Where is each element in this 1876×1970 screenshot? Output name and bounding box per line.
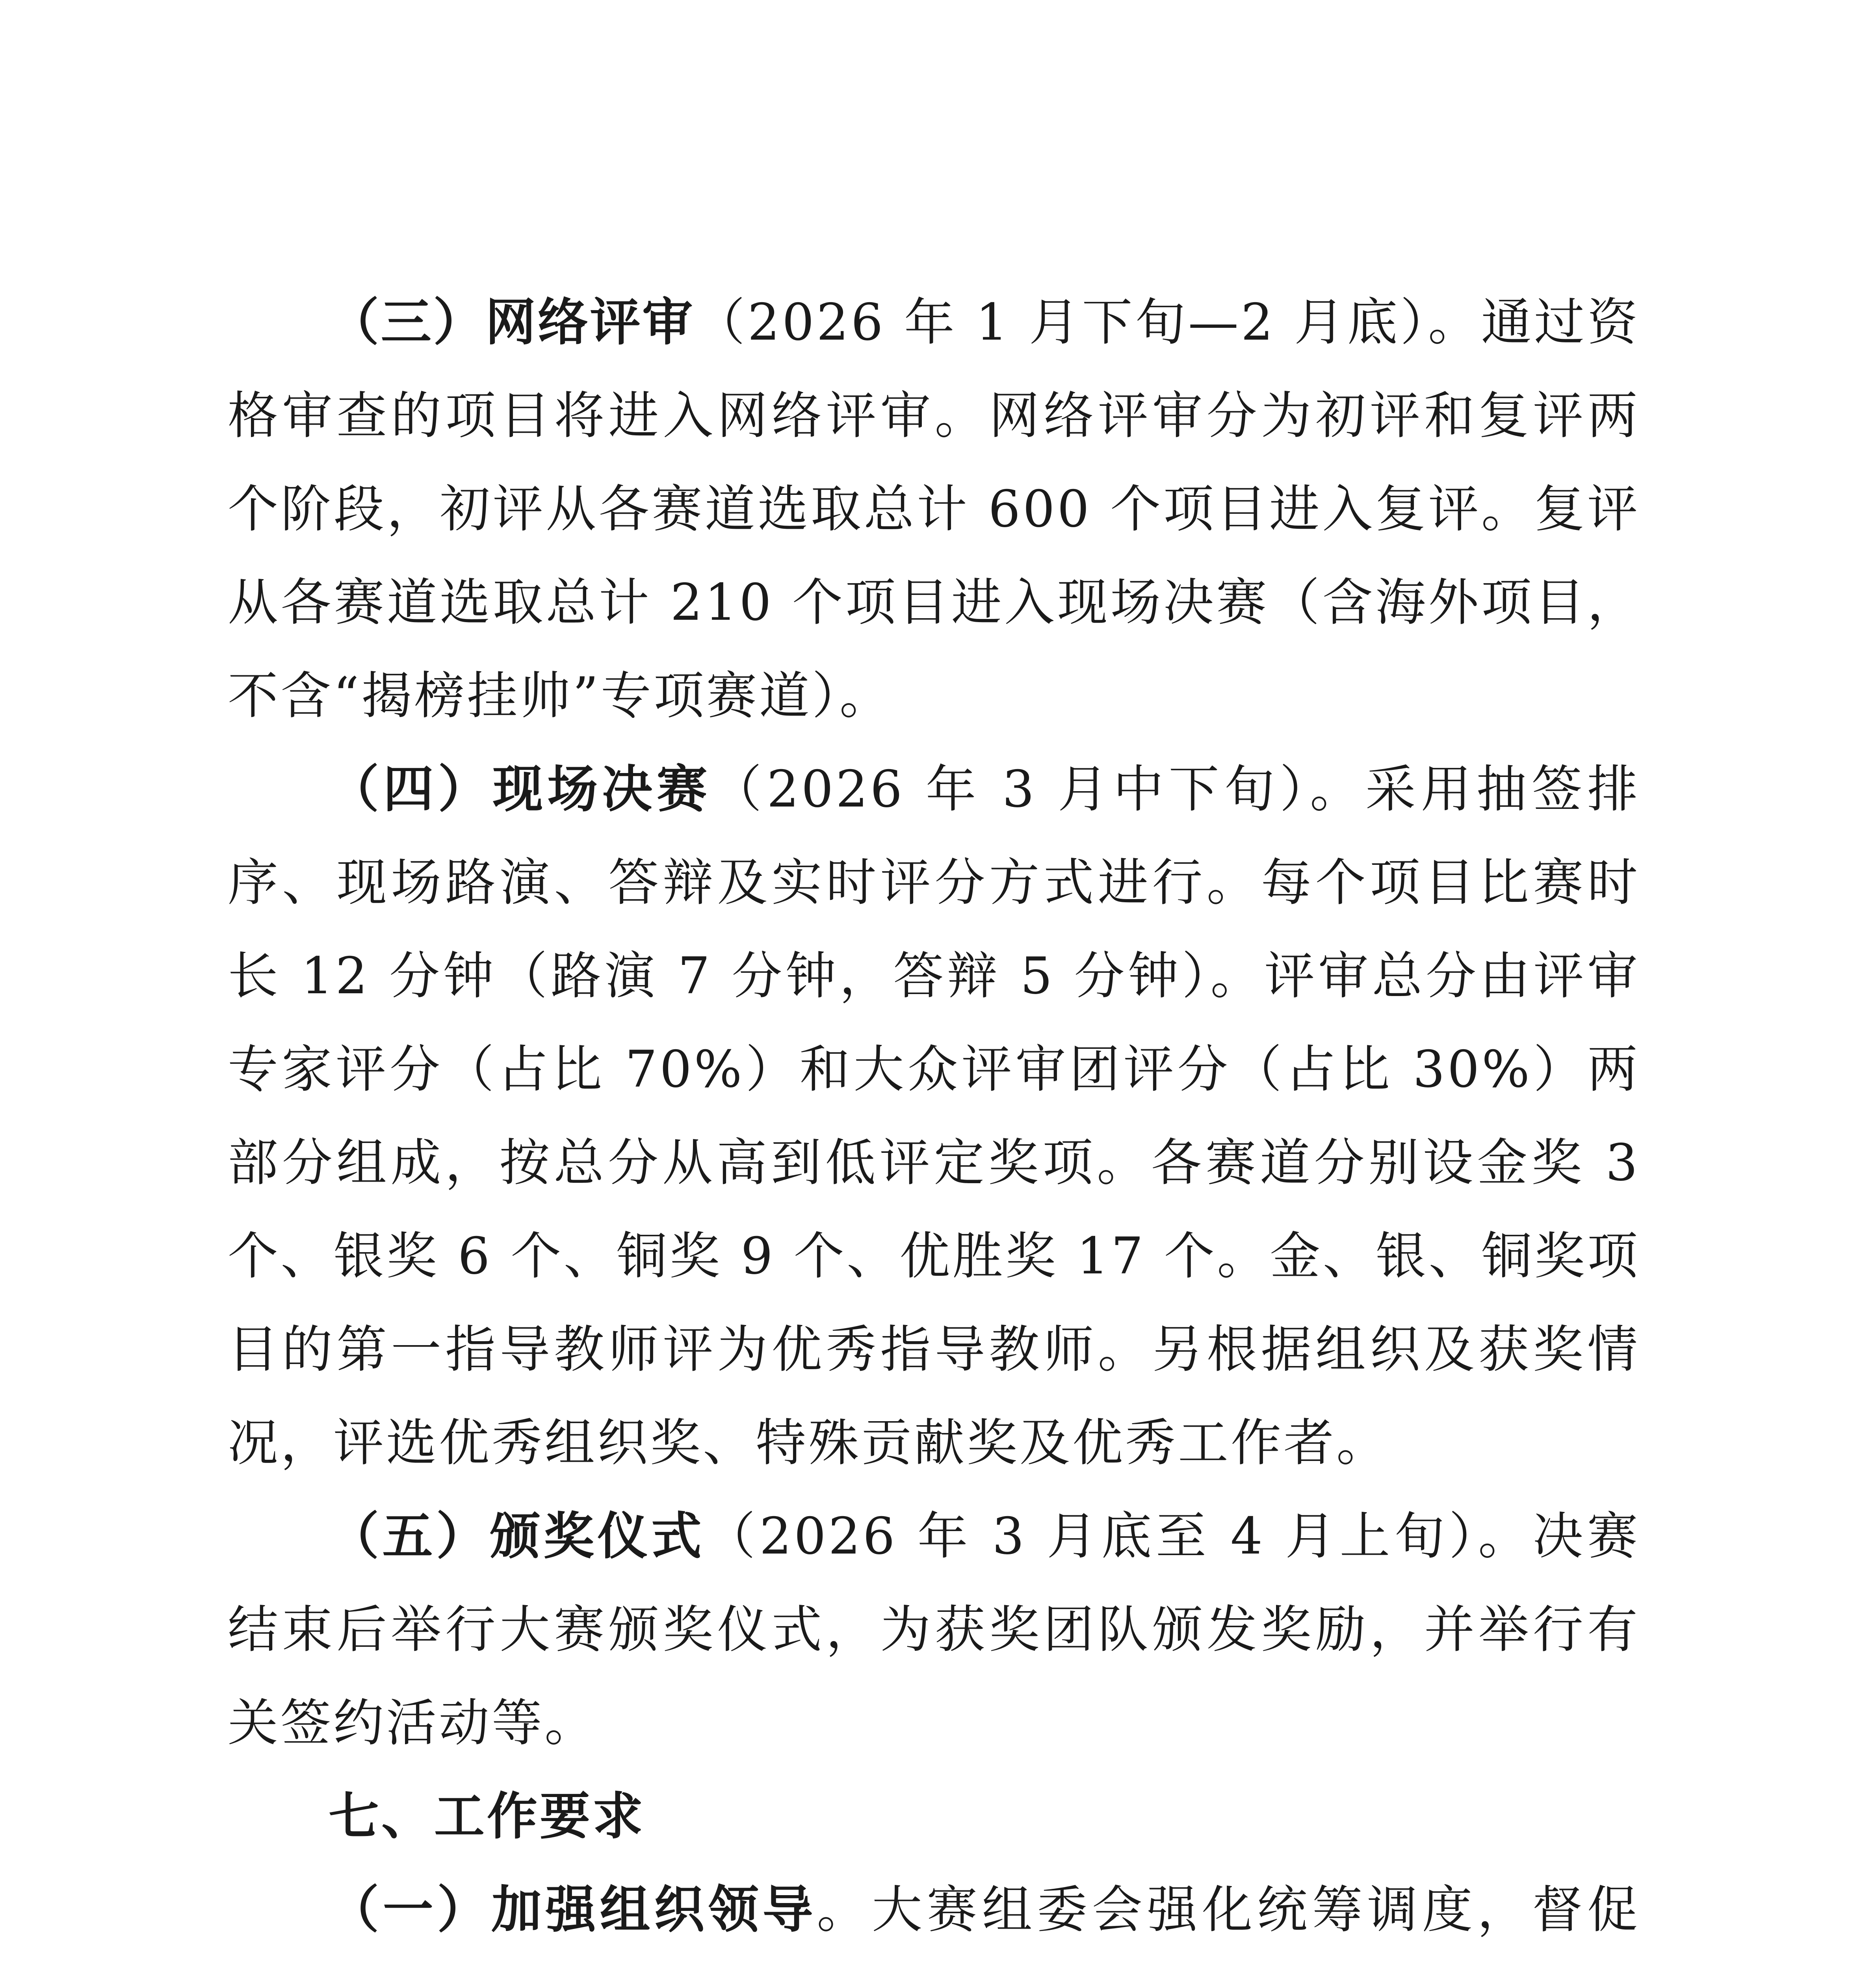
paragraph-lead: （四）现场决赛 [329, 760, 711, 819]
paragraph-lead: （三）网络评审 [329, 293, 695, 352]
paragraph-text: （2026 年 3 月底至 4 月上旬）。决赛结束后举行大赛颁奖仪式，为获奖团队颁发奖励，并举行有关签约活动等。 [228, 1507, 1640, 1753]
paragraph-text: 。大赛组委会强化统筹调度，督促 [817, 1881, 1640, 1939]
paragraph-lead: （一）加强组织领导 [329, 1881, 817, 1939]
paragraph-text: （2026 年 3 月中下旬）。采用抽签排序、现场路演、答辩及实时评分方式进行。每个项目比赛时长 12 分钟（路演 7 分钟，答辩 5 分钟）。评审总分由评审专家评分（占比 70%）和大众评审团评分（占比 30%）两部分组成，按总分从高到低评定奖项。各赛道分别设金奖 3 个、银奖 6 个、铜奖 9 个、优胜奖 17 个。金、银、铜奖项目的第一指导教师评为优秀指导教师。另根据组织及获奖情况，评选优秀组织奖、特殊贡献奖及优秀工作者。 [228, 760, 1640, 1472]
document-body [228, 276, 1640, 1970]
paragraph-final-competition [228, 743, 1640, 1490]
paragraph-text: （2026 年 1 月下旬—2 月底）。通过资格审查的项目将进入网络评审。网络评审分为初评和复评两个阶段，初评从各赛道选取总计 600 个项目进入复评。复评从各赛道选取总计 210 个项目进入现场决赛（含海外项目，不含“揭榜挂帅”专项赛道）。 [228, 293, 1640, 725]
paragraph-lead: （五）颁奖仪式 [329, 1507, 705, 1566]
paragraph-award-ceremony [228, 1490, 1640, 1770]
paragraph-organization-leadership [228, 1863, 1640, 1970]
paragraph-network-review [228, 276, 1640, 743]
section-heading: 七、工作要求 [329, 1787, 646, 1846]
